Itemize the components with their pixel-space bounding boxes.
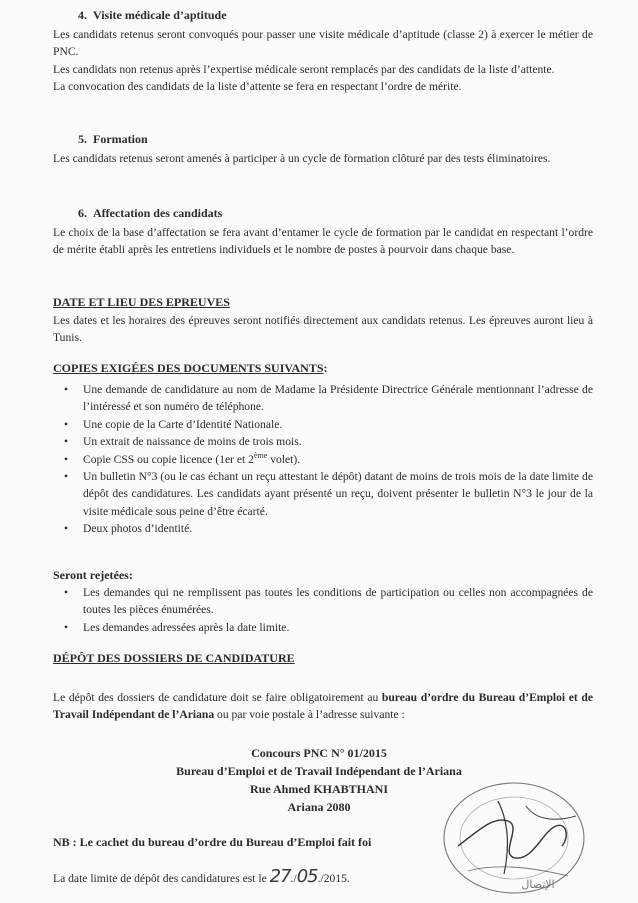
depot-body: [53, 689, 593, 724]
section-4-paragraph-1: Les candidats retenus seront convoqués pour passer une visite médicale d’aptitude (classe 2) à exercer le métier de PNC.: [53, 28, 593, 59]
section-4-paragraph-2: Les candidats non retenus après l’expertise médicale seront remplacés par des candidats de la liste d’attente.: [53, 62, 555, 76]
address-line-3: Rue Ahmed KHABTHANI: [249, 782, 389, 796]
address-line-4: Ariana 2080: [287, 800, 351, 814]
deadline-month: 05: [296, 866, 318, 887]
deadline-sep-1: ./: [290, 872, 297, 885]
depot-bureau-bold: bureau d’ordre du Bureau d’Emploi et de Travail Indépendant de l’Ariana: [53, 691, 593, 722]
deadline-sep-2: ./: [317, 872, 324, 885]
copies-title: [53, 360, 328, 377]
section-6-paragraph: Le choix de la base d’affectation se fera avant d’entamer le cycle de formation par le candidat en respectant l’ordre de mérite établi après les entretiens individuels et le nombre de postes à pourvoir dans chaque base.: [53, 226, 593, 257]
css-item-superscript: ème: [253, 450, 268, 460]
deadline-year: 2015.: [323, 872, 350, 885]
deadline-day: 27: [269, 866, 291, 887]
section-4-title: 4. Visite médicale d’aptitude: [78, 8, 227, 22]
rejetees-item: • Les demandes adressées après la date limite.: [53, 619, 593, 636]
section-5-title: 5. Formation: [78, 132, 148, 146]
address-line-1: Concours PNC N° 01/2015: [251, 746, 387, 760]
rejetees-list: [53, 584, 593, 636]
copies-list: [53, 381, 593, 538]
section-5-paragraph: Les candidats retenus seront amenés à participer à un cycle de formation clôturé par des tests éliminatoires.: [53, 152, 551, 165]
depot-paragraph: [53, 689, 593, 724]
date-lieu-title: DATE ET LIEU DES EPREUVES: [53, 295, 230, 309]
copies-item: • Une copie de la Carte d’Identité Nationale.: [53, 416, 593, 433]
nb-note: NB : Le cachet du bureau d’ordre du Bureau d’Emploi fait foi: [53, 835, 372, 849]
section-5-body: [53, 150, 593, 167]
official-stamp-signature: [438, 776, 588, 901]
section-4-body: [53, 26, 593, 96]
copies-title-suffix: :: [323, 361, 328, 375]
depot-outro: ou par voie postale à l’adresse suivante :: [214, 708, 405, 722]
copies-item-css: [53, 451, 593, 468]
copies-item: • Une demande de candidature au nom de Madame la Présidente Directrice Générale mentionnant l’adresse de l’intéressé et son numéro de téléphone.: [53, 381, 593, 416]
copies-item: • Deux photos d’identité.: [53, 520, 593, 537]
copies-item: • Un extrait de naissance de moins de trois mois.: [53, 433, 593, 450]
rejetees-item: • Les demandes qui ne remplissent pas toutes les conditions de participation ou celles non accompagnées de toutes les pièces énumérées.: [53, 584, 593, 619]
css-item-after: volet).: [267, 452, 301, 466]
depot-intro: Le dépôt des dossiers de candidature doit se faire obligatoirement au: [53, 691, 382, 704]
section-6-title: 6. Affectation des candidats: [78, 206, 223, 220]
css-item-before: Copie CSS ou copie licence (1er et 2: [83, 452, 254, 466]
rejetees-title: Seront rejetées:: [53, 568, 133, 582]
depot-title: DÉPÔT DES DOSSIERS DE CANDIDATURE: [53, 651, 295, 665]
deadline-prefix: La date limite de dépôt des candidatures est le: [53, 872, 270, 885]
copies-item: • Un bulletin N°3 (ou le cas échant un reçu attestant le dépôt) datant de moins de trois mois de la date limite de dépôt des candidatures. Les candidats ayant présenté un reçu, doivent présenter le bulletin N°3 le jour de la visite médicale sous peine d’être écarté.: [53, 468, 593, 520]
stamp-text: الإتصال: [521, 878, 555, 891]
address-line-2: Bureau d’Emploi et de Travail Indépendant de l’Ariana: [176, 764, 462, 778]
date-lieu-paragraph: Les dates et les horaires des épreuves seront notifiés directement aux candidats retenus. Les épreuves auront lieu à Tunis.: [53, 314, 593, 345]
date-lieu-body: [53, 312, 593, 347]
deadline-line: [53, 868, 350, 887]
section-6-body: [53, 224, 593, 259]
section-4-paragraph-3: La convocation des candidats de la liste d’attente se fera en respectant l’ordre de mérite.: [53, 80, 462, 94]
copies-title-text: COPIES EXIGÉES DES DOCUMENTS SUIVANTS: [53, 361, 324, 375]
